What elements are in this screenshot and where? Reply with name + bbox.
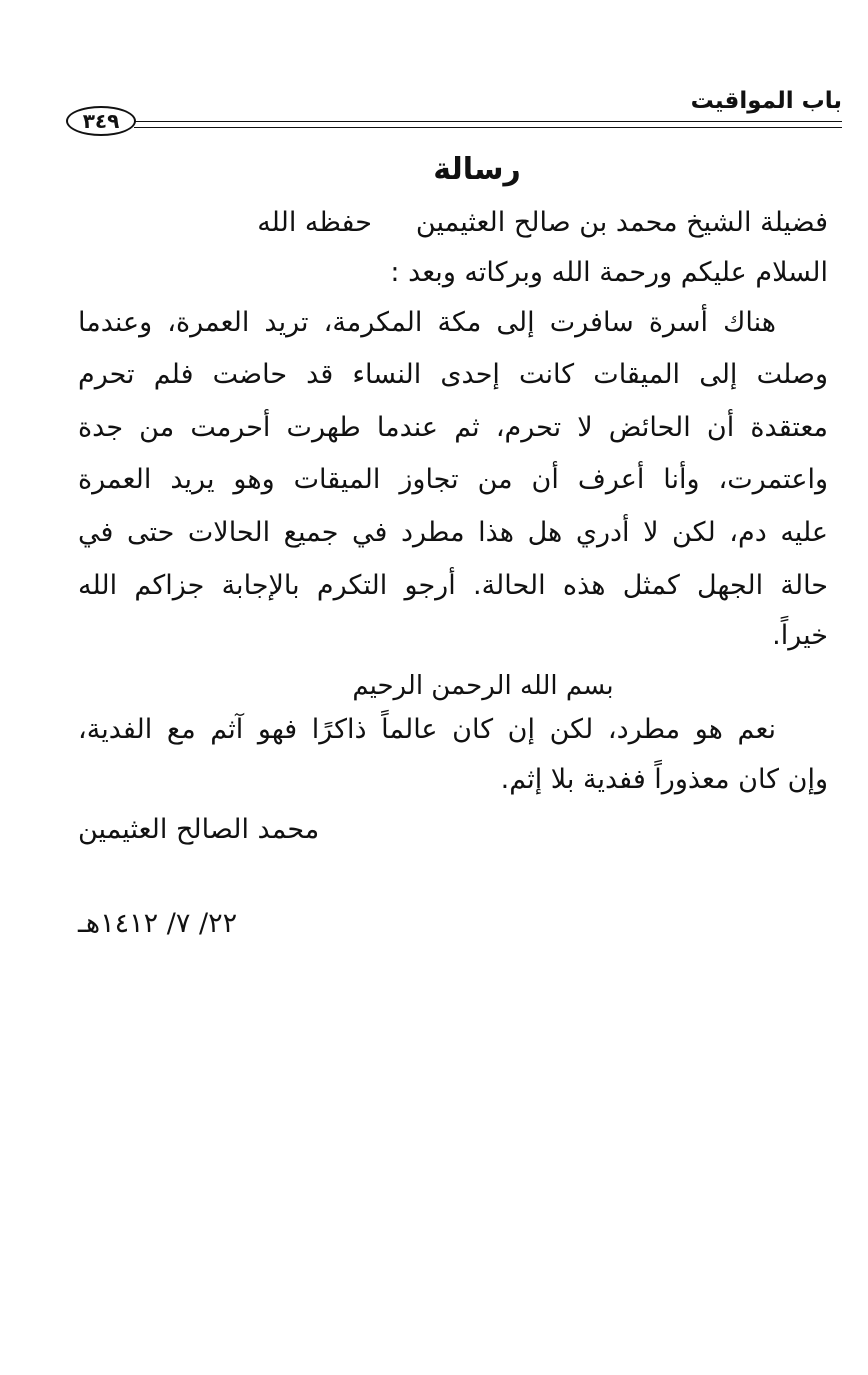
chapter-title: باب المواقيت [690, 88, 842, 114]
running-header [66, 84, 842, 134]
answer-line: نعم هو مطرد، لكن إن كان عالماً ذاكرًا فهو آثم مع الفدية، [78, 714, 776, 745]
question-line: واعتمرت، وأنا أعرف أن من تجاوز الميقات وهو يريد العمرة [78, 464, 828, 495]
question-line: حالة الجهل كمثل هذه الحالة. أرجو التكرم بالإجابة جزاكم الله [78, 570, 828, 601]
date: ٢٢/ ٧/ ١٤١٢هـ [78, 908, 238, 939]
answer-line: وإن كان معذوراً ففدية بلا إثم. [500, 764, 828, 795]
addressee-prayer: حفظه الله [257, 207, 372, 238]
page-number: ٣٤٩ [66, 106, 136, 136]
header-rule [134, 121, 842, 128]
addressee-name: فضيلة الشيخ محمد بن صالح العثيمين [415, 207, 828, 238]
letter-title: رسالة [433, 152, 521, 187]
signature: محمد الصالح العثيمين [78, 814, 320, 845]
question-line: خيراً. [772, 620, 828, 651]
question-line: وصلت إلى الميقات كانت إحدى النساء قد حاضت فلم تحرم [78, 359, 828, 390]
basmala: بسم الله الرحمن الرحيم [352, 671, 614, 701]
greeting: السلام عليكم ورحمة الله وبركاته وبعد : [390, 257, 828, 288]
question-line: هناك أسرة سافرت إلى مكة المكرمة، تريد العمرة، وعندما [78, 307, 776, 338]
addressee-line [257, 205, 828, 241]
question-line: عليه دم، لكن لا أدري هل هذا مطرد في جميع الحالات حتى في [78, 517, 828, 548]
question-line: معتقدة أن الحائض لا تحرم، ثم عندما طهرت أحرمت من جدة [78, 412, 828, 443]
